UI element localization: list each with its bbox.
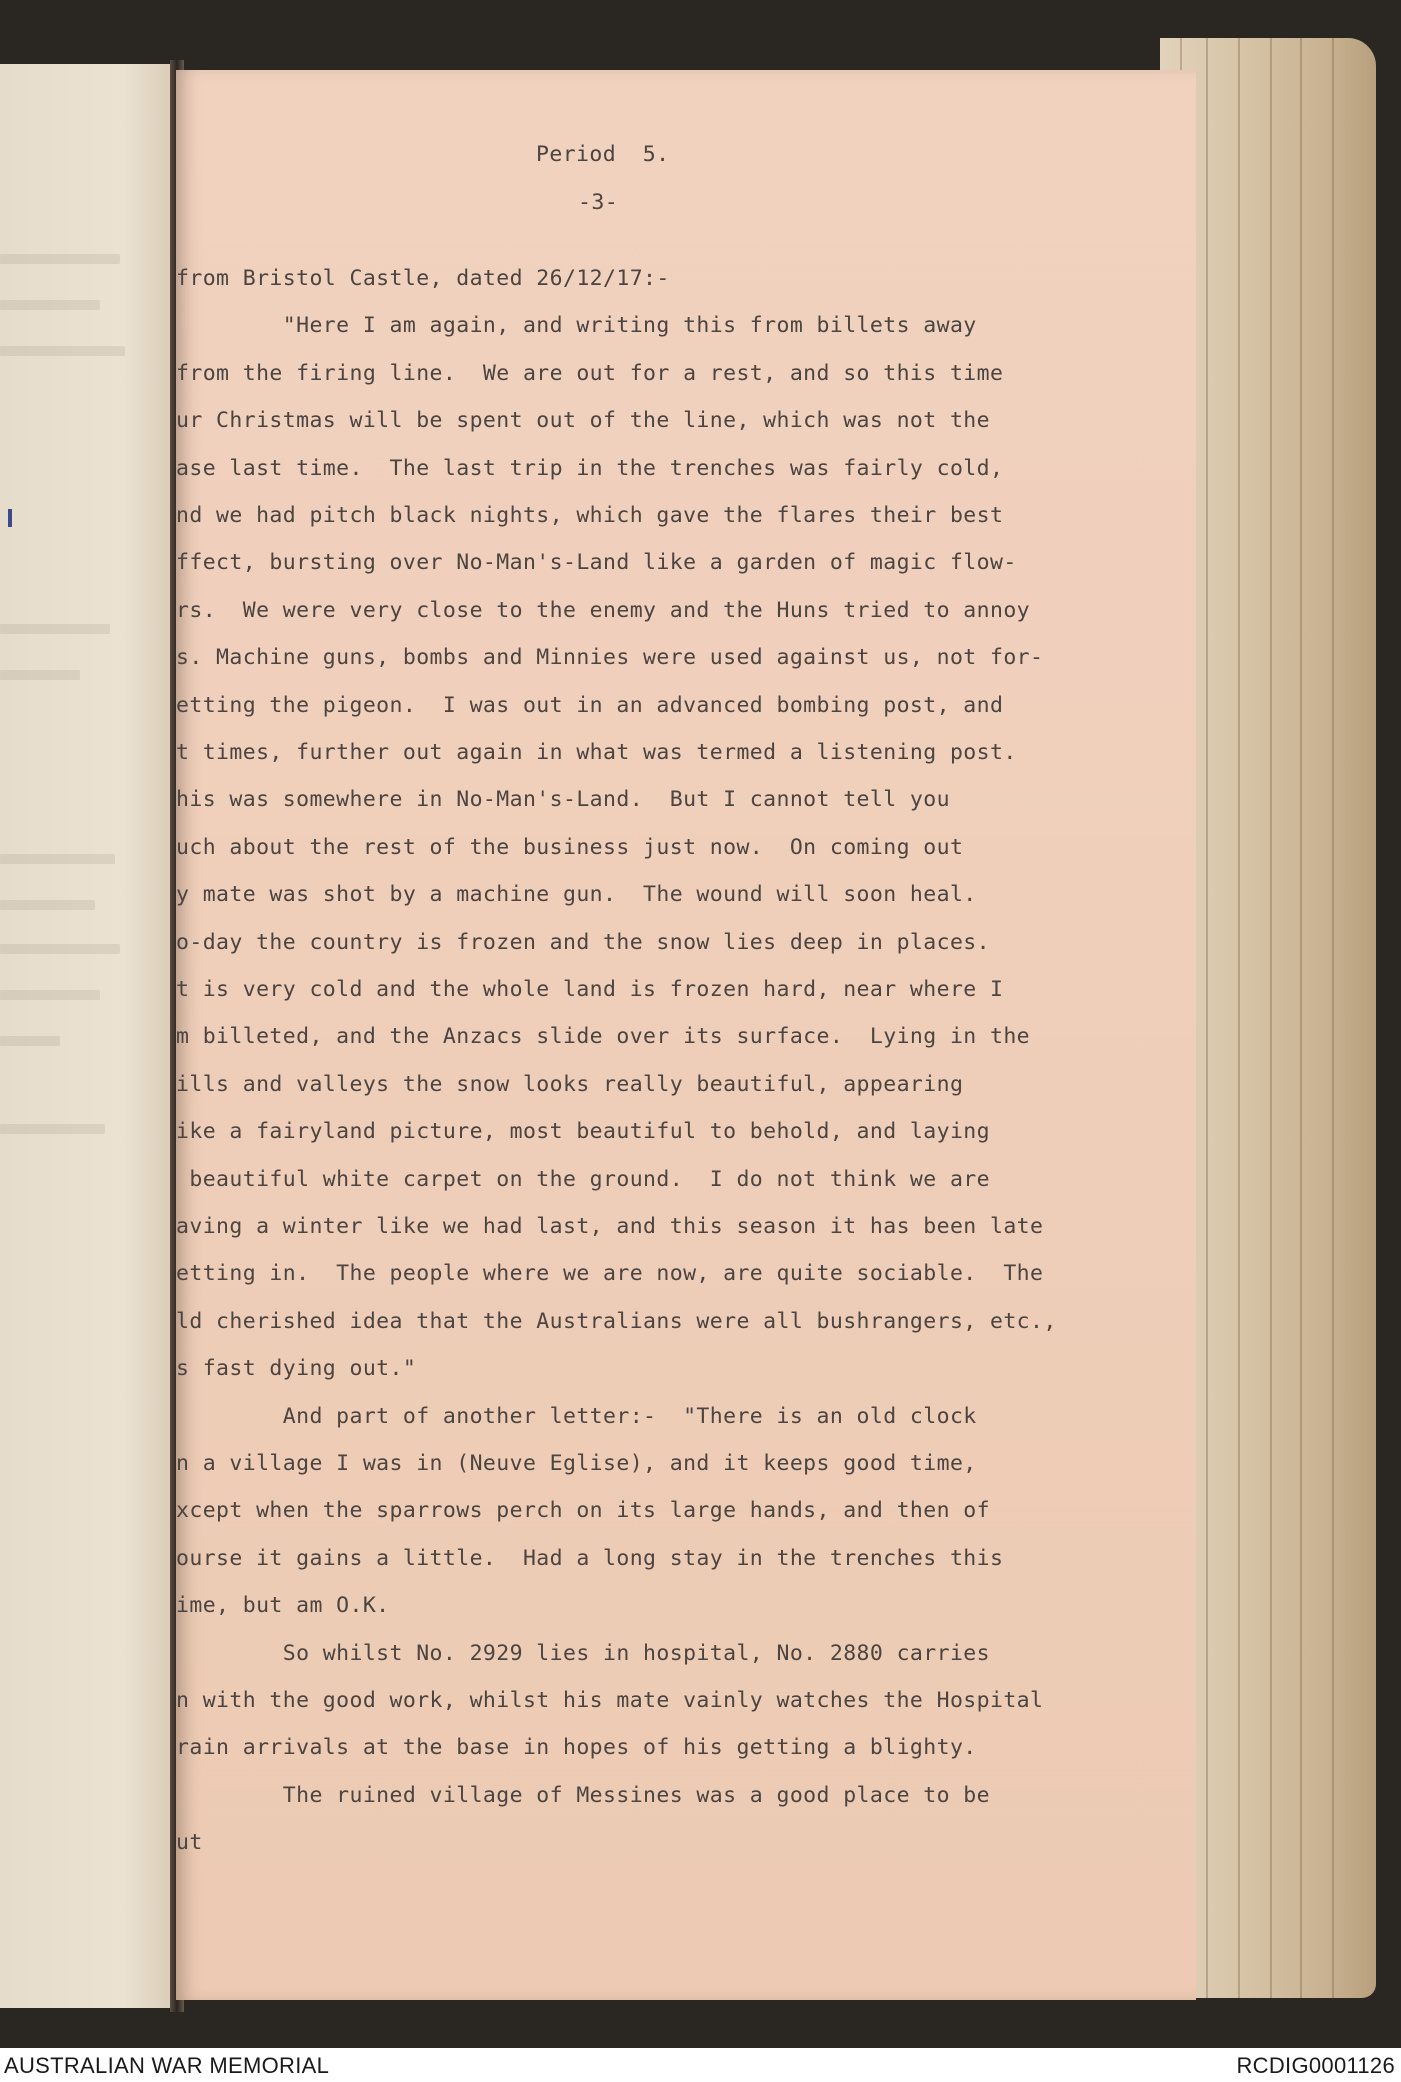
- text-line: from the firing line. We are out for a rest, and so this time: [176, 360, 1004, 386]
- page-number: -3-: [578, 190, 619, 215]
- text-line: beautiful white carpet on the ground. I do not think we are: [176, 1166, 990, 1192]
- right-page: [176, 70, 1196, 2000]
- text-line: ffect, bursting over No-Man's-Land like a garden of magic flow-: [176, 550, 1017, 576]
- text-line: rs. We were very close to the enemy and the Huns tried to annoy: [176, 597, 1031, 623]
- show-through-text: [0, 900, 95, 910]
- institution-label: AUSTRALIAN WAR MEMORIAL: [4, 2053, 330, 2078]
- show-through-text: [0, 854, 115, 864]
- typed-text: [176, 70, 1196, 1856]
- text-line: nd we had pitch black nights, which gave the flares their best: [176, 503, 1004, 528]
- show-through-text: [0, 300, 100, 310]
- text-line: etting the pigeon. I was out in an advanced bombing post, and: [176, 692, 1004, 718]
- text-line: o-day the country is frozen and the snow lies deep in places.: [176, 929, 990, 955]
- show-through-text: [0, 346, 125, 356]
- text-line: m billeted, and the Anzacs slide over its surface. Lying in the: [176, 1024, 1031, 1050]
- text-line: aving a winter like we had last, and this season it has been late: [176, 1214, 1044, 1239]
- show-through-text: [0, 1036, 60, 1046]
- text-line: So whilst No. 2929 lies in hospital, No. 2880 carries: [176, 1640, 990, 1666]
- text-line: ut: [176, 1830, 203, 1856]
- show-through-text: [0, 990, 100, 1000]
- text-line: xcept when the sparrows perch on its large hands, and then of: [176, 1498, 990, 1524]
- show-through-text: [0, 670, 80, 680]
- ink-mark: [8, 509, 12, 527]
- text-line: t is very cold and the whole land is frozen hard, near where I: [176, 977, 1004, 1002]
- text-line: n with the good work, whilst his mate vainly watches the Hospital: [176, 1688, 1044, 1713]
- page-edge: [1238, 38, 1240, 1998]
- show-through-text: [0, 944, 120, 954]
- left-page: [0, 64, 176, 2008]
- text-line: ills and valleys the snow looks really beautiful, appearing: [176, 1071, 964, 1097]
- text-line: from Bristol Castle, dated 26/12/17:-: [176, 266, 670, 291]
- text-line: The ruined village of Messines was a good place to be: [176, 1782, 990, 1808]
- text-line: n a village I was in (Neuve Eglise), and it keeps good time,: [176, 1451, 977, 1476]
- text-line: ur Christmas will be spent out of the line, which was not the: [176, 408, 990, 434]
- text-line: ld cherished idea that the Australians were all bushrangers, etc.,: [176, 1308, 1057, 1334]
- text-line: s. Machine guns, bombs and Minnies were used against us, not for-: [176, 645, 1044, 671]
- show-through-text: [0, 1124, 105, 1134]
- text-line: y mate was shot by a machine gun. The wound will soon heal.: [176, 882, 977, 908]
- record-id: RCDIG0001126: [1236, 2053, 1395, 2078]
- page-edge: [1332, 38, 1334, 1998]
- show-through-text: [0, 624, 110, 634]
- page-edge: [1206, 38, 1208, 1998]
- text-line: ime, but am O.K.: [176, 1593, 390, 1619]
- page-edge: [1270, 38, 1272, 1998]
- text-line: ase last time. The last trip in the trenches was fairly cold,: [176, 455, 1004, 481]
- text-line: ike a fairyland picture, most beautiful to behold, and laying: [176, 1119, 990, 1145]
- text-line: s fast dying out.": [176, 1356, 417, 1382]
- text-line: uch about the rest of the business just now. On coming out: [176, 834, 964, 860]
- page-heading: Period 5.: [536, 142, 670, 167]
- show-through-text: [0, 254, 120, 264]
- text-line: rain arrivals at the base in hopes of his getting a blighty.: [176, 1735, 977, 1761]
- text-line: "Here I am again, and writing this from billets away: [176, 313, 977, 339]
- footer-bar: [0, 2048, 1401, 2082]
- page-edge: [1300, 38, 1302, 1998]
- text-line: ourse it gains a little. Had a long stay in the trenches this: [176, 1545, 1004, 1571]
- text-line: etting in. The people where we are now, are quite sociable. The: [176, 1261, 1044, 1287]
- text-line: his was somewhere in No-Man's-Land. But I cannot tell you: [176, 787, 950, 813]
- text-line: t times, further out again in what was termed a listening post.: [176, 740, 1017, 765]
- text-line: And part of another letter:- "There is an old clock: [176, 1403, 977, 1429]
